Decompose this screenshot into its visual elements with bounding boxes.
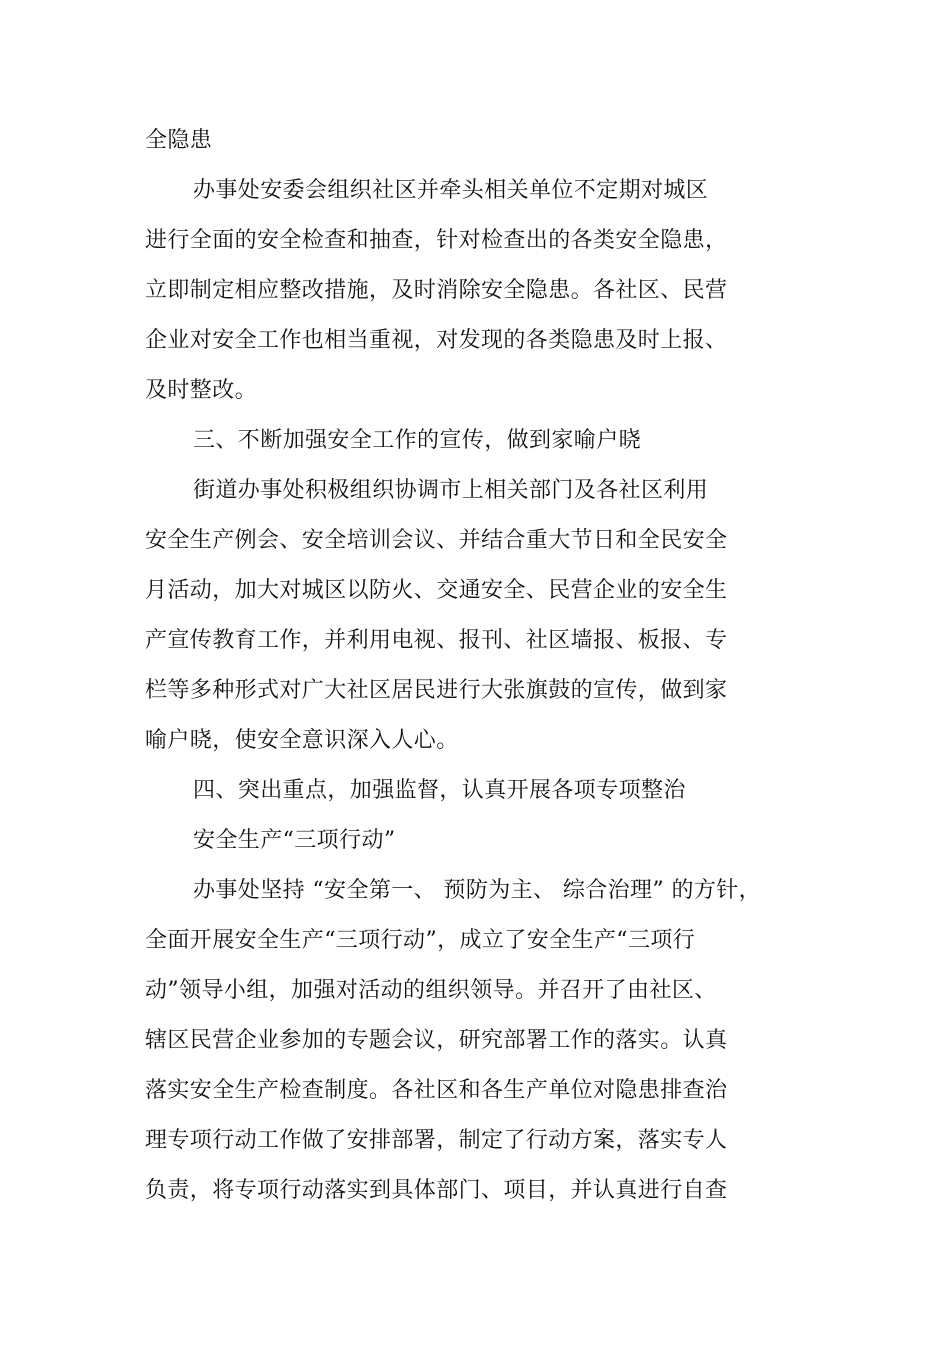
text-line: 负责，将专项行动落实到具体部门、项目，并认真进行自查 [145,1178,728,1203]
text-line: 企业对安全工作也相当重视，对发现的各类隐患及时上报、 [145,328,728,353]
text-line: 理专项行动工作做了安排部署，制定了行动方案，落实专人 [145,1128,728,1153]
text-line: 喻户晓，使安全意识深入人心。 [145,728,459,753]
text-line: 辖区民营企业参加的专题会议，研究部署工作的落实。认真 [145,1028,728,1053]
text-line: 进行全面的安全检查和抽查，针对检查出的各类安全隐患， [145,228,728,253]
section-heading: 四、突出重点，加强监督，认真开展各项专项整治 [193,778,686,803]
text-line: 安全生产例会、安全培训会议、并结合重大节日和全民安全 [145,528,728,553]
text-line: 全隐患 [145,128,213,153]
text-line: 落实安全生产检查制度。各社区和各生产单位对隐患排查治 [145,1078,728,1103]
text-line: 全面开展安全生产“三项行动”，成立了安全生产“三项行 [145,928,696,953]
text-line: 栏等多种形式对广大社区居民进行大张旗鼓的宣传，做到家 [145,678,728,703]
text-line: 月活动，加大对城区以防火、交通安全、民营企业的安全生 [145,578,728,603]
text-line: 街道办事处积极组织协调市上相关部门及各社区利用 [193,478,709,503]
text-line: 办事处安委会组织社区并牵头相关单位不定期对城区 [193,178,709,203]
text-line: 产宣传教育工作，并利用电视、报刊、社区墙报、板报、专 [145,628,728,653]
text-line: 办事处坚持 “安全第一、 预防为主、 综合治理” 的方针， [193,878,762,903]
text-line: 立即制定相应整改措施，及时消除安全隐患。各社区、民营 [145,278,728,303]
text-line: 动”领导小组，加强对活动的组织领导。并召开了由社区、 [145,978,717,1003]
text-line: 及时整改。 [145,378,258,403]
section-heading: 三、不断加强安全工作的宣传，做到家喻户晓 [193,428,642,453]
section-heading: 安全生产“三项行动” [193,828,396,853]
